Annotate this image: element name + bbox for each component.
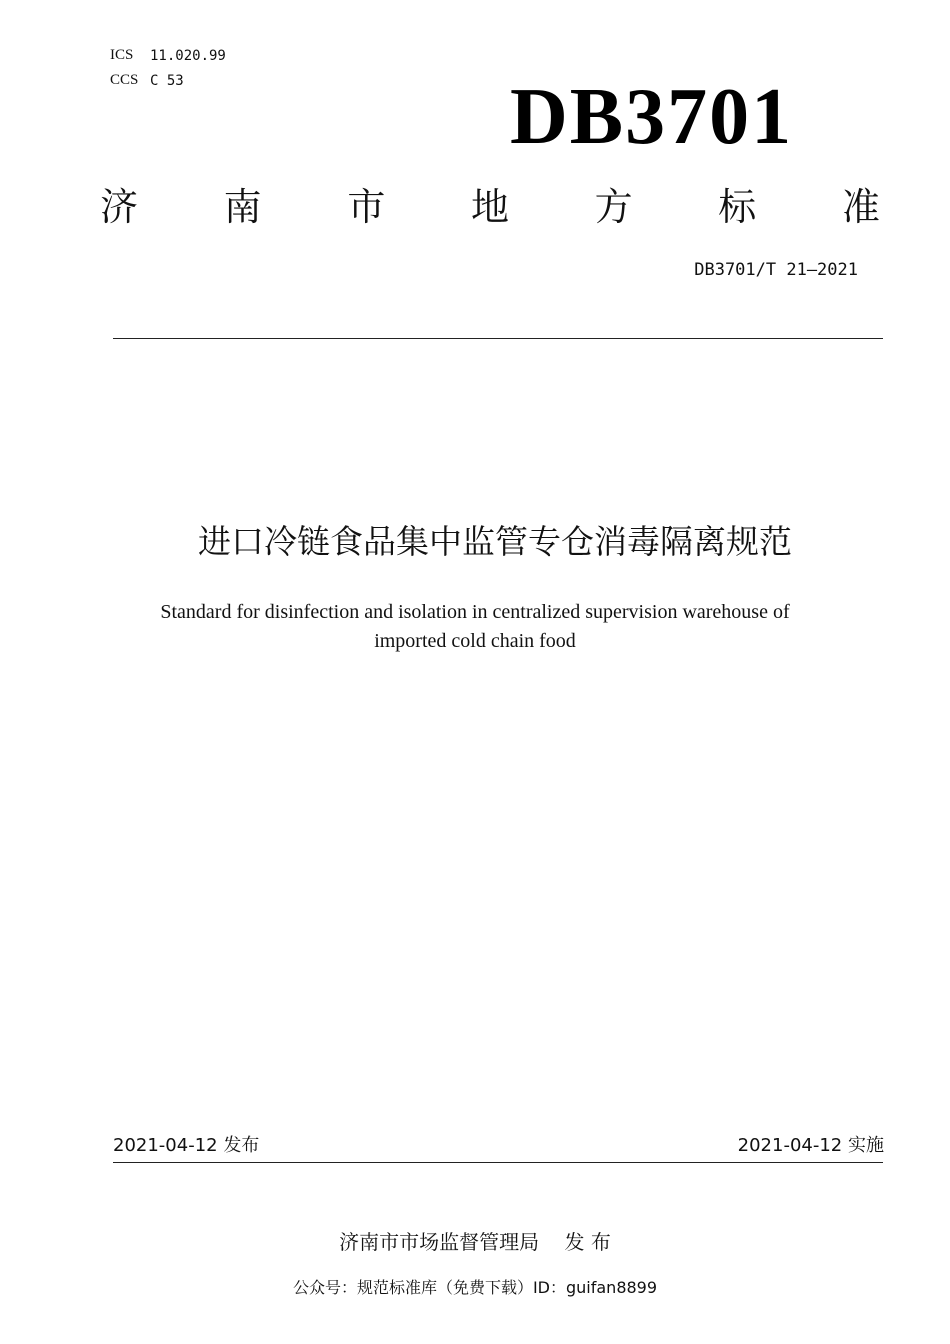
standard-type-heading	[100, 182, 880, 232]
title-english-line-1: Standard for disinfection and isolation in centralized supervision warehouse of	[160, 601, 790, 623]
standard-type-char: 地	[470, 185, 509, 229]
standard-type-char: 标	[718, 185, 757, 229]
standard-type-char: 市	[347, 185, 386, 229]
standard-logo: DB3701	[510, 73, 794, 161]
top-divider	[113, 338, 883, 339]
ics-value: 11.020.99	[150, 48, 226, 64]
standard-type-char: 济	[100, 185, 139, 229]
ccs-value: C 53	[150, 73, 184, 89]
issue-date: 2021-04-12 发布	[113, 1135, 260, 1156]
ics-label: ICS	[110, 47, 134, 63]
publisher: 济南市市场监督管理局 发 布	[339, 1230, 611, 1254]
title-english-line-2: imported cold chain food	[374, 630, 576, 652]
ccs-label: CCS	[110, 72, 139, 88]
title-chinese: 进口冷链食品集中监管专仓消毒隔离规范	[198, 522, 792, 561]
footer-note: 公众号：规范标准库（免费下载）ID：guifan8899	[292, 1278, 658, 1297]
standard-type-char: 方	[594, 185, 633, 229]
standard-type-char: 南	[223, 185, 262, 229]
implementation-date: 2021-04-12 实施	[737, 1135, 884, 1156]
standard-type-char: 准	[841, 185, 880, 229]
standard-code: DB3701/T 21—2021	[694, 260, 858, 280]
bottom-divider	[113, 1162, 883, 1163]
